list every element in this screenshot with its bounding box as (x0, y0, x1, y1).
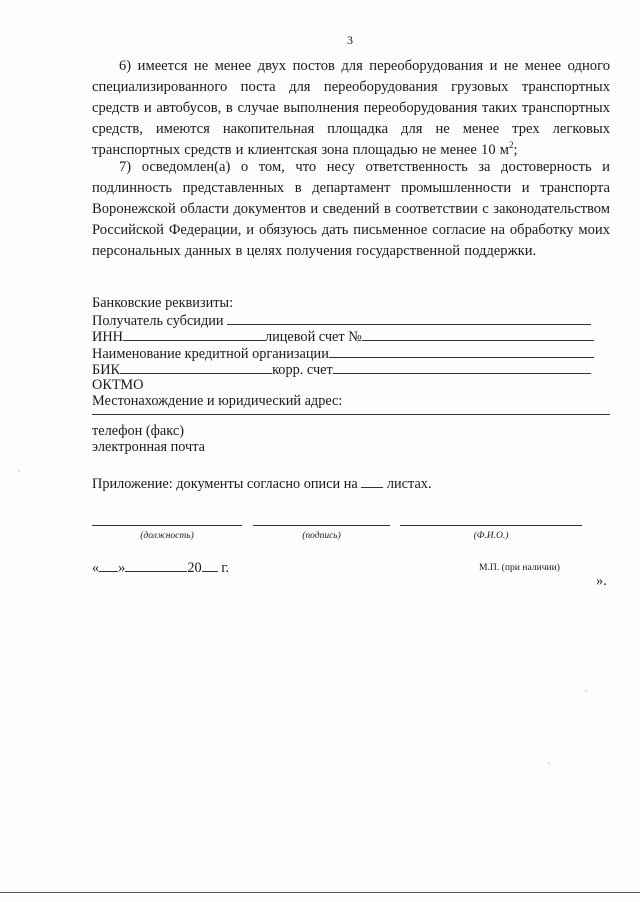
position-caption: (должность) (140, 531, 194, 541)
page-bottom-edge (0, 892, 640, 893)
account-field[interactable] (362, 327, 594, 341)
corr-account-field[interactable] (333, 360, 591, 374)
superscript-2: 2 (509, 140, 514, 151)
day-field[interactable] (99, 558, 118, 572)
date-row (92, 558, 229, 577)
year-field[interactable] (202, 558, 218, 572)
scan-speck (585, 690, 587, 692)
paragraph-6 (92, 56, 610, 161)
phone-label: телефон (факс) (92, 423, 184, 439)
scan-speck (548, 762, 550, 764)
date-open-quote: « (92, 560, 100, 576)
bank-name-label: Наименование кредитной организации (92, 346, 329, 362)
paragraph-6-text: 6) имеется не менее двух постов для переоборудования и не менее одного специализированного поста для переоборудования грузовых транспортных средств и автобусов, в случае выполнения переоборудования таких транспортных средств, имеются накопительная площадка для не менее трех легковых транспортных средств и клиентская зона площадью не менее 10 м (92, 58, 610, 158)
date-close-quote: » (118, 560, 126, 576)
position-field[interactable] (92, 525, 242, 526)
attachment-prefix: Приложение: документы согласно описи на (92, 476, 358, 492)
page-number: 3 (347, 33, 353, 47)
oktmo-label: ОКТМО (92, 377, 144, 393)
recipient-label: Получатель субсидии (92, 313, 224, 329)
bik-row (92, 360, 591, 379)
bik-label: БИК (92, 362, 121, 378)
bik-field[interactable] (120, 360, 272, 374)
bank-details-heading: Банковские реквизиты: (92, 295, 234, 311)
inn-field[interactable] (123, 327, 265, 341)
address-field[interactable] (92, 414, 610, 415)
bank-name-field[interactable] (329, 344, 594, 358)
signature-caption: (подпись) (302, 531, 341, 541)
email-label: электронная почта (92, 439, 206, 455)
year-prefix: 20 (187, 560, 202, 576)
closing-quote: ». (596, 573, 607, 589)
scan-speck (18, 470, 20, 472)
signature-field[interactable] (253, 525, 390, 526)
year-suffix: г. (221, 560, 230, 576)
attachment-row (92, 474, 432, 493)
recipient-field[interactable] (227, 311, 591, 325)
attachment-suffix: листах. (386, 476, 432, 492)
inn-label: ИНН (92, 329, 123, 345)
stamp-note: М.П. (при наличии) (479, 562, 560, 573)
full-name-caption: (Ф.И.О.) (473, 531, 509, 541)
paragraph-6-end: ; (513, 142, 518, 158)
address-label: Местонахождение и юридический адрес: (92, 393, 343, 409)
paragraph-7: 7) осведомлен(а) о том, что несу ответственность за достоверность и подлинность представленных в департамент промышленности и транспорта Воронежской области документов и сведений в соответствии с законодательством Российской Федерации, и обязуюсь дать письменное согласие на обработку моих персональных данных в целях получения государственной поддержки. (92, 159, 610, 259)
corr-label: корр. счет (272, 362, 333, 378)
month-field[interactable] (125, 558, 187, 572)
full-name-field[interactable] (400, 525, 582, 526)
account-label: лицевой счет № (264, 329, 362, 345)
sheet-count-field[interactable] (361, 474, 383, 488)
